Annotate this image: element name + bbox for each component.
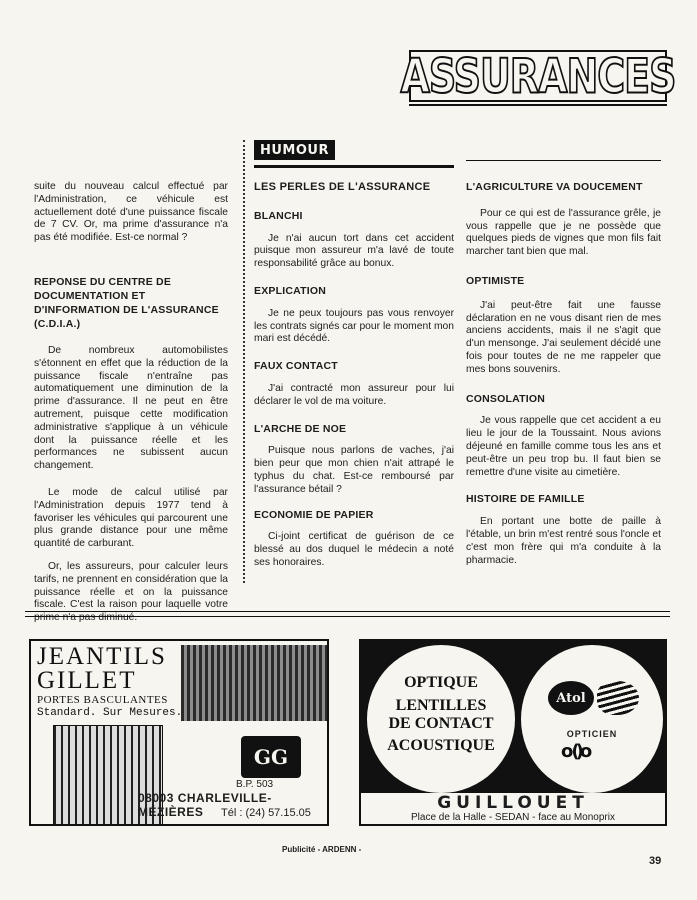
ad-shop-name: GUILLOUET bbox=[437, 793, 589, 813]
ad-address: Place de la Halle - SEDAN - face au Monoprix bbox=[411, 812, 615, 823]
paragraph: suite du nouveau calcul effectué par l'Administration, ce véhicule est actuellement doté d'une puissance fiscale de 7 CV. Or, ma prime d'assurance n'a pas été modifiée. Est-ce normal ? bbox=[34, 181, 228, 244]
ad-service: OPTIQUE bbox=[404, 674, 478, 691]
paragraph: Pour ce qui est de l'assurance grêle, je vous rappelle que je ne possède que quelques pieds de vignes que mon fils fait marcher tant bien que mal. bbox=[466, 207, 661, 258]
paragraph: Je n'ai aucun tort dans cet accident puisque mon assureur m'a lavé de toute responsabilité grâce au bonux. bbox=[254, 232, 454, 270]
paragraph: Puisque nous parlons de vaches, j'ai bien peur que mon chien n'ait attrapé le typhus du chat. Est-ce remboursé par l'assurance bétail ? bbox=[254, 445, 454, 495]
glasses-icon: o()o bbox=[561, 741, 591, 762]
column-rule bbox=[466, 160, 661, 161]
paragraph: J'ai contracté mon assureur pour lui déclarer le vol de ma voiture. bbox=[254, 382, 454, 407]
atol-logo-icon bbox=[548, 681, 594, 715]
divider-rule bbox=[25, 616, 670, 617]
humour-label: HUMOUR bbox=[260, 143, 329, 158]
article-heading: REPONSE DU CENTRE DE DOCUMENTATION ET D'INFORMATION DE L'ASSURANCE (C.D.I.A.) bbox=[34, 275, 219, 330]
article-heading: CONSOLATION bbox=[466, 392, 546, 405]
column-left bbox=[34, 181, 228, 635]
humour-rule bbox=[254, 165, 454, 168]
gg-logo-icon bbox=[241, 736, 301, 778]
paragraph: Or, les assureurs, pour calculer leurs tarifs, ne prennent en considération que la puissance réelle et on la puissance fiscale. C'est la raison pour laquelle votre prime n'a pas diminué. bbox=[34, 560, 228, 624]
ad-company-name: GILLET bbox=[37, 667, 137, 694]
paragraph: Le mode de calcul utilisé par l'Administration depuis 1977 tend à favoriser les véhicules qui parcourent une plus grande distance pour une même quantité de carburant. bbox=[34, 486, 228, 550]
logo-text: GG bbox=[253, 745, 289, 769]
banner-rule bbox=[409, 104, 667, 106]
ad-service: ACOUSTIQUE bbox=[387, 737, 495, 754]
page-number: 39 bbox=[649, 855, 662, 867]
footer-publicite: Publicité - ARDENN - bbox=[282, 845, 362, 854]
article-heading: BLANCHI bbox=[254, 209, 303, 222]
humour-heading bbox=[254, 140, 454, 162]
column-middle bbox=[254, 181, 454, 580]
atol-stripes-icon bbox=[597, 681, 639, 715]
paragraph: Je ne peux toujours pas vous renvoyer les contrats signés car pour le moment mon mari est décédé. bbox=[254, 307, 454, 345]
advertisement-guillouet bbox=[359, 639, 667, 826]
ad-circle-right bbox=[521, 645, 663, 793]
article-heading: OPTIMISTE bbox=[466, 274, 525, 287]
advertisement-jeantils-gillet bbox=[29, 639, 329, 826]
paragraph: De nombreux automobilistes s'étonnent en effet que la réduction de la puissance fiscale n'entraîne pas automatiquement une diminution de la prime d'assurance. Il ne peut en être autrement, puisque cette modification administrative s'applique à un véhicule dont la puissance réelle et les performances ne subissent aucun changement. bbox=[34, 344, 228, 472]
ad-tagline: PORTES BASCULANTES bbox=[37, 694, 168, 706]
paragraph: J'ai peut-être fait une fausse déclaration en ne vous disant rien de mes anciens accidents, mais il ne s'agit que d'un mensonge. J'ai seulement décidé une fois pour toutes de ne me rappeler que mes bons souvenirs. bbox=[466, 299, 661, 375]
column-separator bbox=[243, 140, 245, 583]
ad-city: 08003 CHARLEVILLE-MÉZIÈRES bbox=[138, 791, 272, 819]
column-right bbox=[466, 181, 661, 577]
paragraph: Je vous rappelle que cet accident a eu lieu le jour de la Toussaint. Nous avions déjeuné en famille comme tous les ans et peut-être un peu trop bu. Il faut bien se remettre d'une visite au cimetière. bbox=[466, 415, 661, 478]
banner-title: ASSURANCES bbox=[400, 48, 676, 104]
ad-opticien: OPTICIEN bbox=[566, 729, 618, 739]
ad-phone: Tél : (24) 57.15.05 bbox=[221, 807, 311, 819]
ad-tagline: Standard. Sur Mesures. bbox=[37, 707, 183, 719]
article-heading: L'ARCHE DE NOE bbox=[254, 422, 347, 435]
article-heading: HISTOIRE DE FAMILLE bbox=[466, 493, 585, 506]
ad-service: DE CONTACT bbox=[388, 715, 494, 732]
article-heading: L'AGRICULTURE VA DOUCEMENT bbox=[466, 181, 643, 193]
ad-company-name: JEANTILS bbox=[37, 643, 167, 670]
article-heading: ECONOMIE DE PAPIER bbox=[254, 508, 374, 521]
ad-postbox: B.P. 503 bbox=[236, 779, 274, 790]
paragraph: En portant une botte de paille à l'étable, un brin m'est rentré sous l'oncle et c'est mon frère qui m'a conduite à la pharmacie. bbox=[466, 516, 661, 566]
section-banner bbox=[400, 48, 676, 104]
garage-door-photo bbox=[181, 645, 327, 721]
article-heading: FAUX CONTACT bbox=[254, 360, 338, 373]
divider-rule bbox=[25, 611, 670, 612]
paragraph: Ci-joint certificat de guérison de ce blessé au dos duquel le médecin a noté ses honoraires. bbox=[254, 531, 454, 568]
atol-brand: Atol bbox=[556, 690, 586, 706]
humour-label-box bbox=[254, 140, 335, 160]
ad-service: LENTILLES bbox=[395, 697, 487, 714]
article-title: LES PERLES DE L'ASSURANCE bbox=[254, 181, 431, 193]
article-heading: EXPLICATION bbox=[254, 284, 327, 297]
